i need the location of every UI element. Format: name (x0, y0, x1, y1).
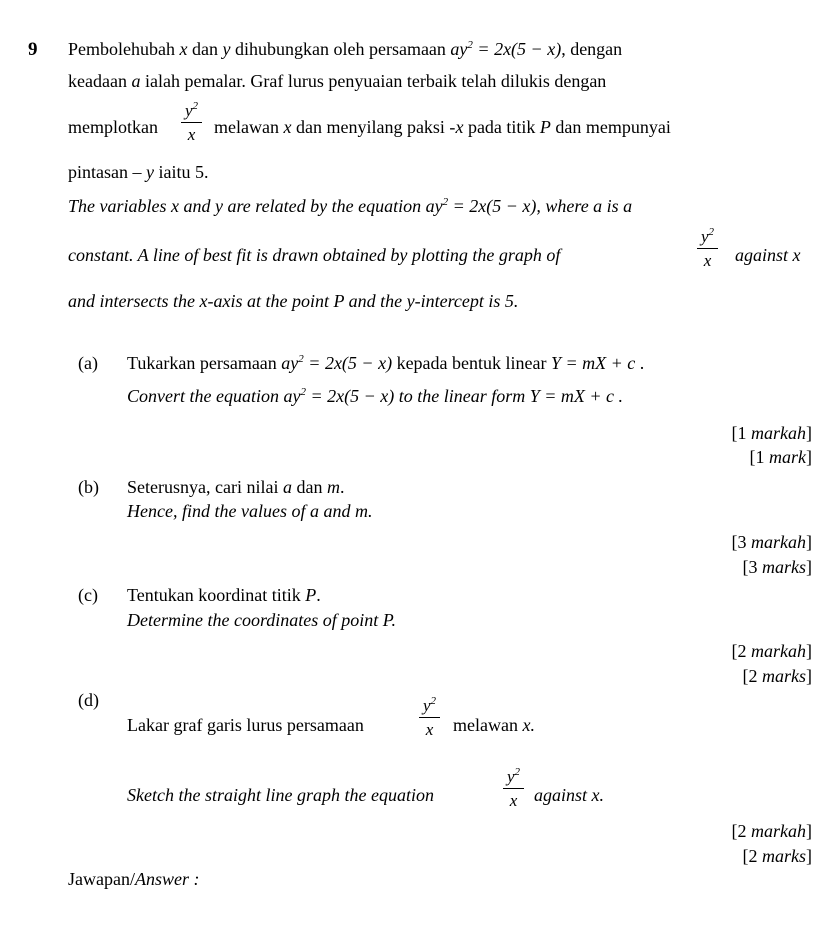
part-b-marks-english: [3 marks] (742, 557, 812, 577)
part-c-malay: Tentukan koordinat titik P. (127, 585, 321, 605)
part-d-label: (d) (78, 690, 99, 710)
part-b-marks-malay: [3 markah] (731, 532, 812, 552)
english-stem-line-2a: constant. A line of best fit is drawn obtained by plotting the graph of (68, 245, 561, 265)
part-a-marks-malay: [1 markah] (731, 423, 812, 443)
part-c-label: (c) (78, 585, 98, 605)
part-c-english: Determine the coordinates of point P. (127, 610, 396, 630)
fraction-y2-over-x: $\frac{y^2}{x}$ (181, 102, 202, 143)
equation: $ay^2 = 2x(5 - x)$ (450, 39, 562, 59)
part-b-label: (b) (78, 477, 99, 497)
english-stem-line-1: The variables x and y are related by the equation $ay^2 = 2x(5 - x)$, where a is a (68, 196, 633, 216)
part-c-marks-english: [2 marks] (742, 666, 812, 686)
part-d-english-b: against x. (534, 785, 604, 805)
part-b-english: Hence, find the values of a and m. (127, 501, 373, 521)
part-d-marks-english: [2 marks] (742, 846, 812, 866)
question-number: 9 (28, 39, 38, 60)
part-a-english: Convert the equation $ay^2 = 2x(5 - x)$ to the linear form Y = mX + c . (127, 386, 624, 406)
part-d-english-a: Sketch the straight line graph the equation (127, 785, 434, 805)
malay-stem-line-4: pintasan – y iaitu 5. (68, 162, 209, 182)
malay-stem-line-1: Pembolehubah x dan y dihubungkan oleh persamaan $ay^2 = 2x(5 - x)$, dengan (68, 39, 623, 59)
part-d-malay-a: Lakar graf garis lurus persamaan (127, 715, 364, 735)
fraction-y2-over-x: $\frac{y^2}{x}$ (503, 768, 524, 809)
answer-label: Jawapan/Answer : (68, 869, 200, 889)
part-a-label: (a) (78, 353, 98, 373)
fraction-y2-over-x: $\frac{y^2}{x}$ (697, 228, 718, 269)
part-b-malay: Seterusnya, cari nilai a dan m. (127, 477, 345, 497)
part-a-malay: Tukarkan persamaan $ay^2 = 2x(5 - x)$ kepada bentuk linear Y = mX + c . (127, 353, 645, 373)
part-d-marks-malay: [2 markah] (731, 821, 812, 841)
part-c-marks-malay: [2 markah] (731, 641, 812, 661)
equation: $ay^2 = 2x(5 - x)$ (425, 196, 537, 216)
malay-stem-line-3a: memplotkan (68, 117, 158, 137)
part-a-marks-english: [1 mark] (749, 447, 812, 467)
part-d-malay-b: melawan x. (453, 715, 535, 735)
english-stem-line-3: and intersects the x-axis at the point P and the y-intercept is 5. (68, 291, 519, 311)
fraction-y2-over-x: $\frac{y^2}{x}$ (419, 697, 440, 738)
english-stem-line-2b: against x (735, 245, 801, 265)
malay-stem-line-2: keadaan a ialah pemalar. Graf lurus penyuaian terbaik telah dilukis dengan (68, 71, 607, 91)
malay-stem-line-3b: melawan x dan menyilang paksi -x pada titik P dan mempunyai (214, 117, 671, 137)
